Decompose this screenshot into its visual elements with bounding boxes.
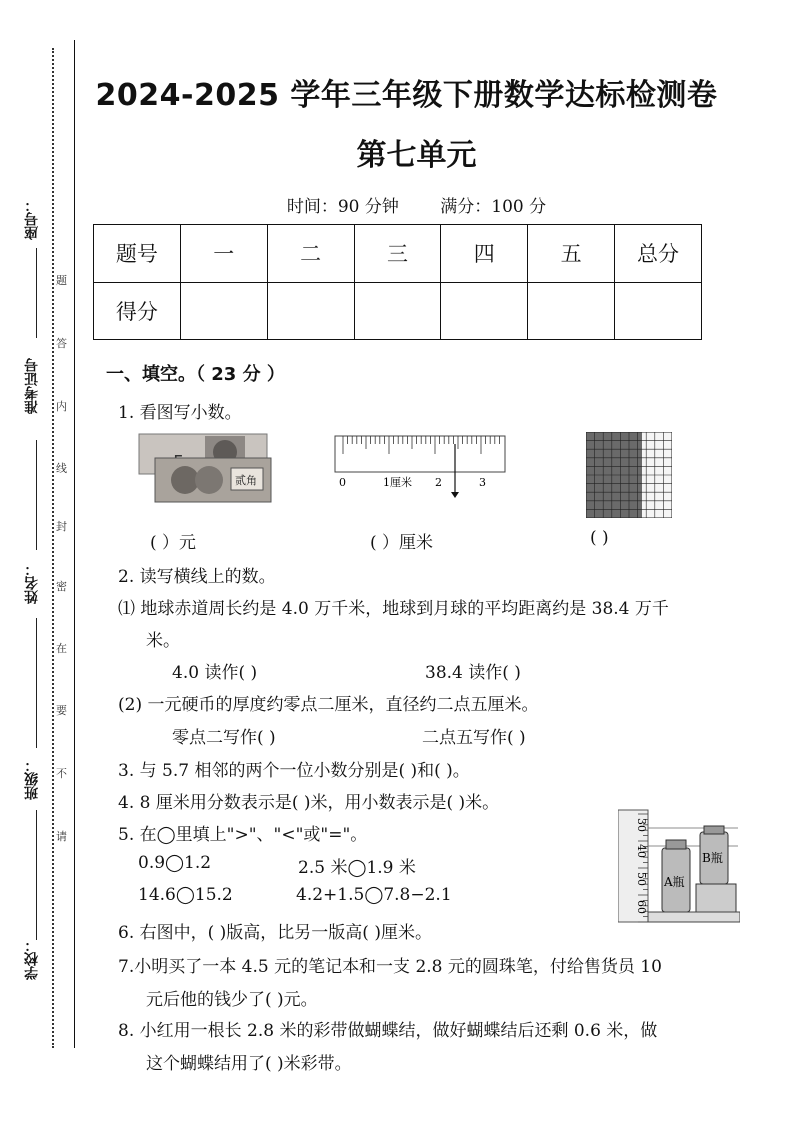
question-6[interactable]: 6. 右图中，( )版高，比另一版高( )厘米。	[118, 923, 432, 943]
warn-char: 请	[56, 830, 67, 843]
table-row	[94, 282, 702, 340]
answer-grid[interactable]: ( )	[590, 528, 609, 548]
name-label: 姓名：	[24, 562, 40, 604]
question-5: 5. 在◯里填上">"、"<"或"="。	[118, 825, 368, 845]
score-input-cell[interactable]	[267, 282, 354, 340]
table-cell: 一	[180, 225, 267, 283]
answer-money[interactable]: ( ）元	[150, 533, 197, 553]
table-cell: 得分	[94, 282, 181, 340]
table-cell: 二	[267, 225, 354, 283]
compare-item[interactable]: 4.2+1.5◯7.8−2.1	[296, 885, 452, 905]
class-blank	[36, 810, 37, 940]
money-bill-text: 贰角	[235, 474, 257, 487]
question-3[interactable]: 3. 与 5.7 相邻的两个一位小数分别是( )和( )。	[118, 761, 470, 781]
answer-2-2b[interactable]: 二点五写作( )	[422, 728, 526, 748]
money-image	[135, 432, 273, 506]
compare-item[interactable]: 2.5 米◯1.9 米	[298, 858, 416, 878]
warn-char: 内	[56, 400, 67, 413]
page-title: 2024-2025 学年三年级下册数学达标检测卷	[95, 78, 718, 113]
ruler-label: 3	[479, 476, 486, 489]
exam-no-blank	[36, 440, 37, 550]
score-input-cell[interactable]	[615, 282, 702, 340]
compare-item[interactable]: 14.6◯15.2	[138, 885, 233, 905]
scale-label: 40	[635, 844, 648, 858]
table-cell: 四	[441, 225, 528, 283]
answer-ruler[interactable]: ( ）厘米	[370, 533, 434, 553]
warn-char: 要	[56, 704, 67, 717]
exam-meta	[0, 192, 793, 217]
warn-char: 题	[56, 274, 67, 287]
question-7: 7.小明买了一本 4.5 元的笔记本和一支 2.8 元的圆珠笔，付给售货员 10	[118, 957, 662, 977]
bottle-b-label: B瓶	[702, 851, 723, 865]
question-2-2: (2) 一元硬币的厚度约零点二厘米，直径约二点五厘米。	[118, 695, 539, 715]
question-2: 2. 读写横线上的数。	[118, 567, 276, 587]
table-cell: 三	[354, 225, 441, 283]
answer-2-1a[interactable]: 4.0 读作( )	[172, 663, 258, 683]
table-cell: 总分	[615, 225, 702, 283]
question-2-1: ⑴ 地球赤道周长约是 4.0 万千米，地球到月球的平均距离约是 38.4 万千	[118, 599, 669, 619]
warn-char: 封	[56, 520, 67, 533]
score-input-cell[interactable]	[354, 282, 441, 340]
scale-label: 60	[635, 900, 648, 914]
exam-full-score: 满分：100 分	[440, 197, 547, 217]
bottle-a-label: A瓶	[664, 875, 685, 889]
seat-label: 座号：	[24, 198, 40, 240]
school-label: 学校：	[24, 938, 40, 980]
warn-char: 密	[56, 580, 67, 593]
score-input-cell[interactable]	[180, 282, 267, 340]
scale-label: 50	[635, 872, 648, 886]
class-label: 班级：	[24, 758, 40, 800]
ruler-label: 1厘米	[383, 476, 412, 489]
table-cell: 五	[528, 225, 615, 283]
question-8-cont[interactable]: 这个蝴蝶结用了( )米彩带。	[146, 1054, 352, 1074]
table-cell: 题号	[94, 225, 181, 283]
question-1: 1. 看图写小数。	[118, 403, 242, 423]
answer-2-1b[interactable]: 38.4 读作( )	[425, 663, 521, 683]
answer-2-2a[interactable]: 零点二写作( )	[172, 728, 276, 748]
seat-blank	[36, 248, 37, 338]
ruler-image	[333, 434, 508, 500]
question-2-1-cont: 米。	[146, 631, 180, 651]
question-7-cont[interactable]: 元后他的钱少了( )元。	[146, 990, 318, 1010]
question-8: 8. 小红用一根长 2.8 米的彩带做蝴蝶结，做好蝴蝶结后还剩 0.6 米，做	[118, 1021, 658, 1041]
warn-char: 在	[56, 642, 67, 655]
table-row	[94, 225, 702, 283]
ruler-label: 0	[339, 476, 346, 489]
warn-char: 答	[56, 337, 67, 350]
scale-label: 30	[635, 818, 648, 832]
page-subtitle: 第七单元	[356, 138, 477, 173]
exam-no-label: 准考证号	[24, 358, 40, 414]
exam-time: 时间：90 分钟	[286, 197, 399, 217]
ruler-label: 2	[435, 476, 442, 489]
hundred-grid-image	[586, 432, 672, 518]
score-input-cell[interactable]	[528, 282, 615, 340]
name-blank	[36, 618, 37, 748]
score-input-cell[interactable]	[441, 282, 528, 340]
warn-char: 不	[56, 767, 67, 780]
warn-char: 线	[56, 462, 67, 475]
compare-item[interactable]: 0.9◯1.2	[138, 853, 212, 873]
section-title: 一、填空。（ 23 分 ）	[106, 364, 285, 385]
question-4[interactable]: 4. 8 厘米用分数表示是( )米，用小数表示是( )米。	[118, 793, 500, 813]
bottles-image	[618, 806, 740, 926]
score-table	[93, 224, 702, 340]
